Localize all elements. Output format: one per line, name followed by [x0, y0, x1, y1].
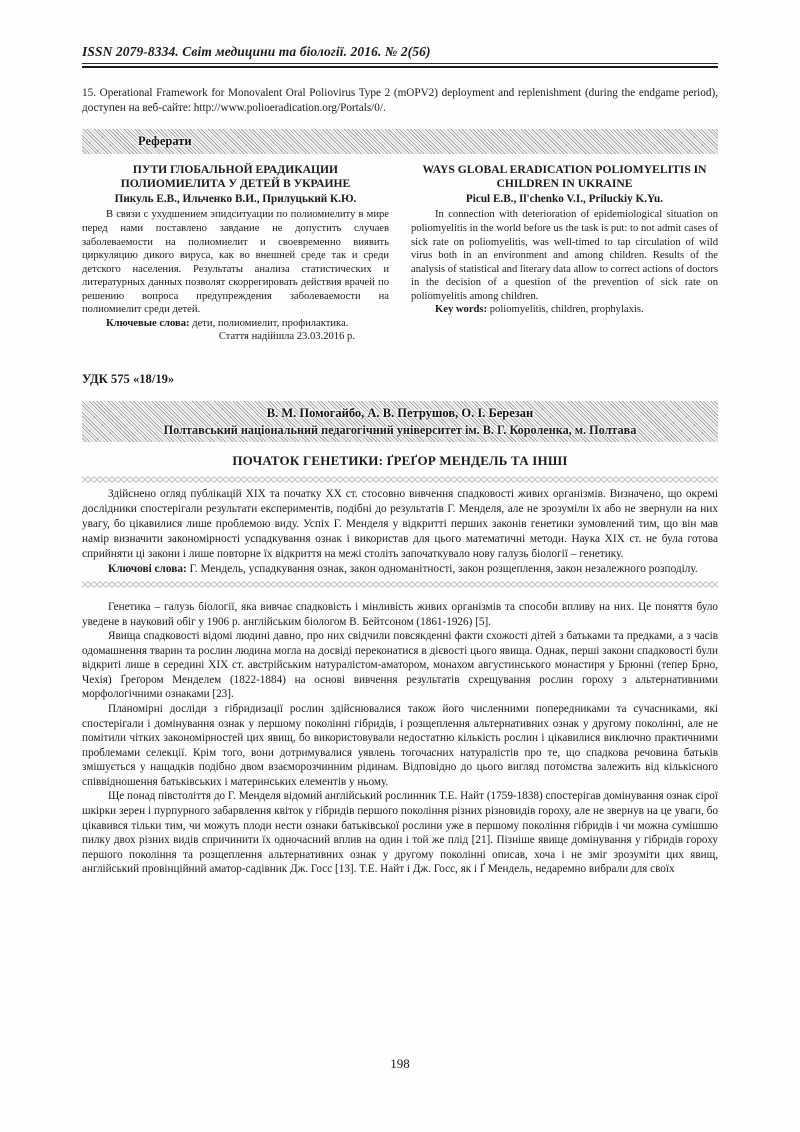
- zigzag-separator-bottom: [82, 581, 718, 588]
- body-paragraph: Генетика – галузь біології, яка вивчає спадковість і мінливість живих організмів та способи впливу на них. Це поняття було уведене в науковий обіг у 1906 р. англійським біологом В. Бейтсоном (1861-1926) [5].: [82, 601, 718, 628]
- article-summary-block: [82, 487, 718, 577]
- abstract-keywords-ru: [82, 317, 389, 331]
- article-keywords-label: Ключові слова:: [108, 563, 187, 576]
- abstract-keywords-en: [411, 303, 718, 317]
- article-authors: В. М. Помогайбо, А. В. Петрушов, О. І. Березан: [266, 406, 534, 421]
- abstract-keywords-label-en: Key words:: [435, 304, 488, 316]
- body-paragraph: Явища спадковості відомі людині давно, про них свідчили повсякденні факти схожості дітей з батьками та предками, а з часів одомашнення тварин та рослин людина могла на досвіді переконатися в дієвості цього явища. Однак, перші закони спадковості були відкриті лише в середині XIX ст. австрійським натуралістом-аматором, монахом августинського монастиря у Брюнні (тепер Брно, Чехія) Ґреґором Менделем (1822-1884) на основі вивчення результатів схрещування рослин гороху з альтернативними морфологічними ознаками [23].: [82, 630, 718, 701]
- abstract-received-date: Стаття надійшла 23.03.2016 р.: [218, 331, 355, 343]
- abstract-body-en: In connection with deterioration of epidemiological situation on poliomyelitis in the world before us the task is put: to not admit cases of sick rate on poliomyelitis, was well-timed to tap circulation of wild virus both in an environment and among children. Results of the analysis of statistical and literary data allow to correct actions of doctors in the decision of a question of the prevention of sick rate on poliomyelitis among children.: [411, 209, 718, 302]
- body-paragraph: Планомірні досліди з гібридизації рослин здійснювалися також його численними попередниками та сучасниками, які спостерігали і домінування ознак у першому поколінні гібридів, і розщеплення альтернативних ознак у другому поколінні, але не помітили чітких закономірностей цих явищ, бо використовували недостатню кількість рослин і цікавилися виключно практичними проблемами селекції. Крім того, вони дотримувалися уявлень тогочасних натуралістів про те, що спадкова речовина батьків змішується у нащадків подібно двом взаєморозчинним рідинам. Відповідно до цього вигляд потомства залежить від кількісного співвідношення батьківських і материнських елементів у ньому.: [82, 703, 718, 788]
- body-paragraph: Ще понад півстоліття до Г. Менделя відомий англійський рослинник Т.Е. Найт (1759-1838) спостерігав домінування ознак сірої шкірки зерен і пурпурного забарвлення квіток у гібридів першого покоління різних різновидів гороху, але не звернув на це уваги, бо цікавився тільки тим, чи можуть плоди нести ознаки батьківської рослини уже в першому покоління гібридів і чи можна сумішшю пилку двох різних видів спричинити їх одночасний вплив на один і той же плід [21]. Пізніше явище домінування у гібридів гороху першого покоління та розщеплення альтернативних ознак у другому поколінні описав, хоча і не зміг зрозуміти цих явищ, англійський провінційний аматор-садівник Дж. Госс [13]. Т.Е. Найт і Дж. Госс, як і Ґ Мендель, недаремно вибрали для своїх: [82, 790, 718, 876]
- running-head-rule: [82, 63, 718, 68]
- abstract-columns: [82, 163, 718, 342]
- abstract-keywords-label-ru: Ключевые слова:: [106, 317, 190, 329]
- article-title: ПОЧАТОК ГЕНЕТИКИ: ҐРЕҐОР МЕНДЕЛЬ ТА ІНШІ: [232, 453, 568, 469]
- abstract-keywords-value-en: poliomyelitis, children, prophylaxis.: [487, 304, 644, 316]
- article-affiliation: Полтавський національний педагогічний університет ім. В. Г. Короленка, м. Полтава: [163, 423, 637, 438]
- article-keywords: [82, 562, 718, 577]
- article-summary: Здійснено огляд публікацій XIX та початку XX ст. стосовно вивчення спадковості живих організмів. Визначено, що окремі дослідники спостерігали результати експериментів, подібні до результатів Г. Менделя, але не зрозуміли їх або не звернули на них увагу, бо цікавилися лише проблемою виду. Успіх Г. Менделя у відкритті перших законів генетики зумовлений тим, що він мав намір визначити закономірності успадкування ознак і використав для цього математичні методи. Наука XIX ст. не була готова сприйняти ці закони і лише повторне їх відкриття на межі століть започаткувало нову галузь біології – генетику.: [82, 488, 718, 560]
- udk-code: УДК 575 «18/19»: [82, 372, 175, 387]
- page-number: 198: [390, 1056, 410, 1071]
- abstract-body-ru: В связи с ухудшением эпидситуации по полиомиелиту в мире перед нами поставлено завдание не допустить случаев заболеваемости на полиомиелит и своевременно виявить циркуляцию дикого вируса, как во внешней среде так и среди детского населения. Результаты анализа статистических и литературных данных позволят скоррегировать действия врачей по решению вопроса предупреждения заболеваемости на полиомиелит среди детей.: [82, 209, 389, 316]
- reference-item: 15. Operational Framework for Monovalent Oral Poliovirus Type 2 (mOPV2) deployment and replenishment (during the endgame period), доступен на веб-сайте: http://www.polioeradication.org/Portals/0/.: [82, 87, 718, 114]
- abstract-authors-en: Picul E.B., Il'chenko V.I., Priluckiy K.Yu.: [465, 193, 664, 206]
- section-bar-abstracts: [82, 129, 718, 154]
- article-keywords-value: Г. Мендель, успадкування ознак, закон одноманітності, закон розщеплення, закон незалежного розподілу.: [186, 563, 698, 576]
- running-head: ISSN 2079-8334. Світ медицини та біології. 2016. № 2(56): [82, 44, 431, 59]
- section-bar-label: Реферати: [138, 134, 192, 149]
- article-body: [82, 600, 718, 877]
- abstract-title-en: WAYS GLOBAL ERADICATION POLIOMYELITIS IN CHILDREN IN UKRAINE: [422, 163, 707, 191]
- zigzag-separator-top: [82, 476, 718, 483]
- abstract-authors-ru: Пикуль Е.В., Ильченко В.И., Прилуцький К.Ю.: [114, 193, 357, 206]
- abstract-title-ru: ПУТИ ГЛОБАЛЬНОЙ ЕРАДИКАЦИИ ПОЛИОМИЕЛИТА У ДЕТЕЙ В УКРАИНЕ: [120, 163, 351, 191]
- article-author-bar: [82, 401, 718, 442]
- abstract-column-ru: [82, 163, 389, 342]
- abstract-keywords-value-ru: дети, полиомиелит, профилактика.: [189, 317, 349, 329]
- abstract-column-en: [411, 163, 718, 342]
- page-content: [82, 44, 718, 877]
